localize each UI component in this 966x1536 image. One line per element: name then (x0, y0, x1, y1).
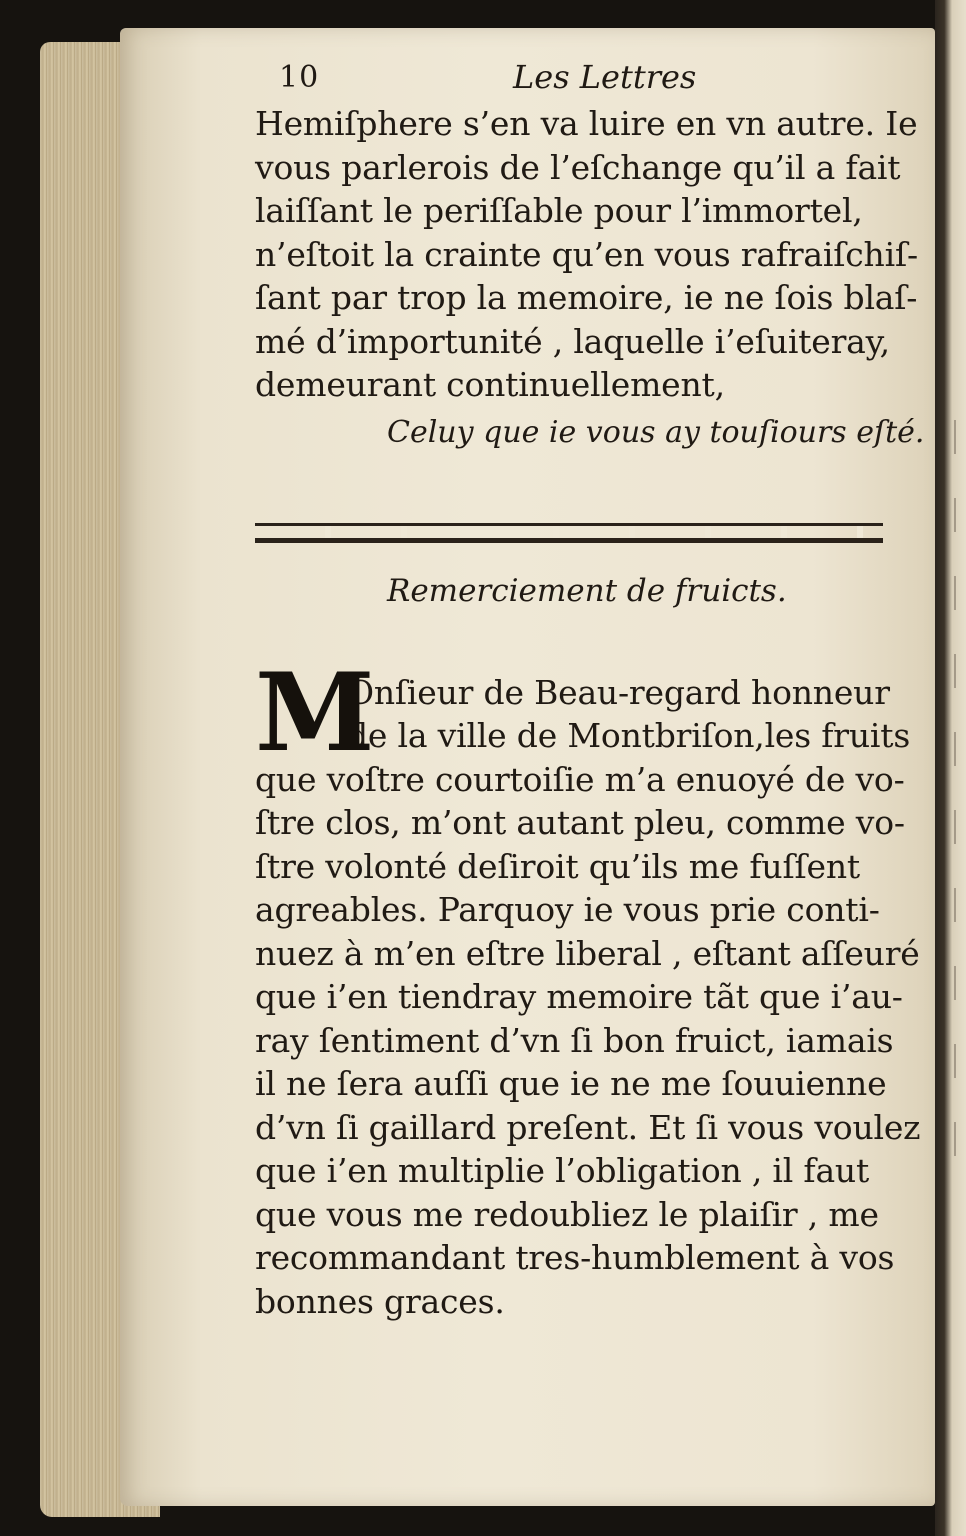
text-block (255, 50, 925, 1323)
text-line: nuez à m’en eſtre liberal , eſtant aſſeuré (255, 933, 920, 973)
text-line: agreables. Parquoy ie vous prie conti- (255, 890, 880, 929)
text-line: ſtre clos, m’ont autant pleu, comme vo- (255, 803, 905, 842)
text-line: Onſieur de Beau-regard honneur (347, 672, 890, 712)
text-line: mé d’importunité , laquelle i’eſuiteray, (255, 321, 890, 361)
text-line: que i’en multiplie l’obligation , il faut (255, 1151, 870, 1190)
text-line: demeurant continuellement, (255, 365, 725, 404)
text-line: bonnes graces. (255, 1281, 505, 1321)
text-line: d’vn ſi gaillard preſent. Et ſi vous voulez (255, 1107, 921, 1147)
page-number: 10 (279, 60, 320, 95)
text-line: n’eſtoit la crainte qu’en vous rafraiſchiſ- (255, 234, 918, 274)
facing-page-marks (950, 420, 966, 1200)
text-line: ſant par trop la memoire, ie ne ſois blaſ- (255, 278, 918, 317)
text-line: ſtre volonté deſiroit qu’ils me fuſſent (255, 846, 860, 886)
text-line: que voſtre courtoiſie m’a enuoyé de vo- (255, 759, 905, 799)
letter-heading: Remerciement de fruicts. (387, 572, 787, 609)
text-line: recommandant tres-humblement à vos (255, 1238, 895, 1277)
previous-letter-text (255, 102, 918, 407)
text-line: Hemiſphere s’en va luire en vn autre. Ie (255, 104, 918, 143)
text-line: que i’en tiendray memoire tãt que i’au- (255, 977, 903, 1016)
text-line: vous parlerois de l’eſchange qu’il a fait (255, 147, 901, 187)
text-line: laiſſant le periſſable pour l’immortel, (255, 191, 863, 230)
text-line: que vous me redoubliez le plaiſir , me (255, 1194, 879, 1234)
drop-cap: M (255, 649, 375, 776)
text-line: il ne ſera auſſi que ie ne me ſouuienne (255, 1064, 887, 1103)
page-header (255, 50, 895, 102)
text-line: ray ſentiment d’vn ſi bon fruict, iamais (255, 1020, 894, 1060)
section-divider (255, 523, 883, 543)
letter-closing: Celuy que ie vous ay touſiours eſté. (387, 414, 925, 450)
running-title: Les Lettres (513, 58, 697, 96)
text-line: de la ville de Montbriſon,les fruits (347, 716, 911, 755)
letter-body (255, 649, 921, 1324)
